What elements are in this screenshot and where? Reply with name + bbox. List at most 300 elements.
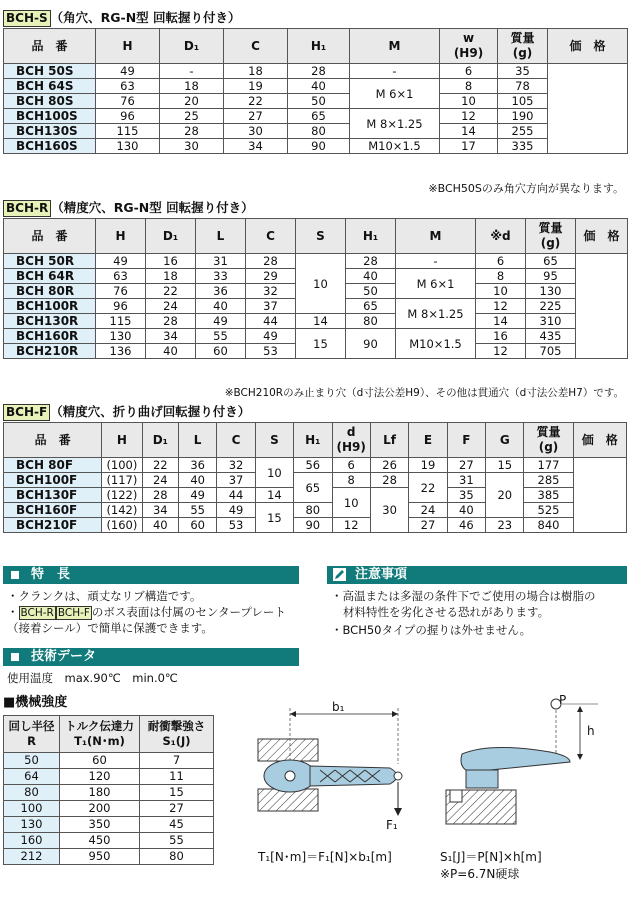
cell: 96	[96, 299, 146, 314]
header-line: R	[27, 734, 36, 748]
header-line: S	[316, 228, 325, 243]
cell: 105	[498, 94, 548, 109]
cell: 33	[196, 269, 246, 284]
cell: 385	[524, 488, 573, 503]
cell: 37	[217, 473, 255, 488]
cell: 31	[447, 473, 485, 488]
cell: 130	[96, 139, 160, 154]
cell: 16	[146, 254, 196, 269]
part-number: BCH 80R	[4, 284, 96, 299]
cell: 100	[4, 801, 60, 817]
price-cell	[576, 254, 628, 359]
cell: M 8×1.25	[396, 299, 476, 329]
cell: 28	[346, 254, 396, 269]
cell: 50	[346, 284, 396, 299]
table-row	[4, 785, 214, 801]
cell: 525	[524, 503, 573, 518]
cell: 53	[246, 344, 296, 359]
cell: 17	[440, 139, 498, 154]
cell: 36	[196, 284, 246, 299]
cell: 36	[178, 458, 216, 473]
b1-label: b₁	[332, 700, 345, 714]
cell: 10	[332, 488, 370, 518]
header-line: S	[270, 432, 279, 447]
cell: 80	[288, 124, 350, 139]
cell: 22	[409, 473, 447, 503]
cell: 80	[346, 314, 396, 329]
square-bullet-icon	[11, 653, 19, 661]
cell: 177	[524, 458, 573, 473]
bchr-note: ※BCH210Rのみ止まり穴（d寸法公差H9）、その他は貫通穴（d寸法公差H7）です。	[224, 387, 624, 399]
cell: M 6×1	[350, 79, 440, 109]
header-line: S₁(J)	[162, 734, 191, 748]
col-header	[160, 29, 224, 64]
header-line: M	[429, 228, 442, 243]
part-number: BCH 64S	[4, 79, 96, 94]
cell: 705	[526, 344, 576, 359]
cell: 11	[140, 769, 214, 785]
cell: 25	[160, 109, 224, 124]
header-line: H₁	[305, 432, 321, 447]
part-number: BCH 50S	[4, 64, 96, 79]
part-number: BCH210F	[4, 518, 102, 533]
feature-line-3: （接着シール）で簡単に保護できます。	[7, 621, 213, 635]
cell: 225	[526, 299, 576, 314]
cell: 44	[246, 314, 296, 329]
section-subtitle: （精度穴、RG-N型 回転握り付き）	[51, 200, 254, 215]
cell: 15	[140, 785, 214, 801]
header-line: G	[499, 432, 510, 447]
header-line: d	[346, 425, 356, 439]
header-line: H	[116, 432, 127, 447]
mech-strength-heading: ■機械強度	[3, 695, 68, 710]
cell: 65	[288, 109, 350, 124]
cell: 350	[60, 817, 140, 833]
cell: 19	[224, 79, 288, 94]
cell: 76	[96, 284, 146, 299]
table-row	[4, 833, 214, 849]
cell: 49	[96, 64, 160, 79]
cell: 435	[526, 329, 576, 344]
cell: 136	[96, 344, 146, 359]
cell: 55	[178, 503, 216, 518]
cell: 96	[96, 109, 160, 124]
cell: -	[160, 64, 224, 79]
cell: 31	[196, 254, 246, 269]
part-number: BCH130F	[4, 488, 102, 503]
table-row	[4, 769, 214, 785]
cell: 27	[224, 109, 288, 124]
cell: M 6×1	[396, 269, 476, 299]
col-header	[332, 423, 370, 458]
cell: 14	[255, 488, 293, 503]
cell: 24	[146, 299, 196, 314]
header-line: L	[216, 228, 225, 243]
cell: 60	[178, 518, 216, 533]
header-line: (g)	[540, 236, 561, 250]
cell: 15	[255, 503, 293, 533]
col-header	[486, 423, 524, 458]
cell: 55	[196, 329, 246, 344]
impact-formula: S₁[J]＝P[N]×h[m]	[440, 850, 542, 864]
series-code: BCH-F	[57, 607, 90, 619]
header-line: H₁	[362, 228, 379, 243]
cell: 27	[140, 801, 214, 817]
cell: 130	[526, 284, 576, 299]
table-row	[4, 753, 214, 769]
header-line: H₁	[310, 38, 327, 53]
part-number: BCH 64R	[4, 269, 96, 284]
cell: 18	[224, 64, 288, 79]
cell: 23	[486, 518, 524, 533]
cell: 30	[370, 488, 408, 533]
header-line: 質量	[538, 221, 563, 235]
cell: 63	[96, 269, 146, 284]
torque-formula: T₁[N･m]＝F₁[N]×b₁[m]	[258, 850, 392, 864]
header-line: 質量	[536, 425, 561, 439]
col-header	[146, 219, 196, 254]
cell: (117)	[102, 473, 143, 488]
cell: 22	[224, 94, 288, 109]
col-header	[142, 423, 178, 458]
part-number: BCH160F	[4, 503, 102, 518]
feature-text: のボス表面は付属のセンタープレート	[91, 605, 286, 619]
series-code: BCH-R	[3, 200, 51, 217]
cell: 16	[476, 329, 526, 344]
cautions-heading	[327, 566, 627, 584]
header-line: C	[251, 38, 260, 53]
cell: 32	[246, 284, 296, 299]
cell: 55	[140, 833, 214, 849]
cell: 64	[4, 769, 60, 785]
part-number: BCH160R	[4, 329, 96, 344]
cell: 10	[476, 284, 526, 299]
header-line: Lf	[383, 432, 397, 447]
cell: (142)	[102, 503, 143, 518]
mech-strength-table	[3, 715, 214, 865]
caution-line-1: ・高温または多湿の条件下でご使用の場合は樹脂の	[331, 589, 596, 603]
cell: 15	[486, 458, 524, 473]
col-header	[573, 423, 626, 458]
cell: 30	[224, 124, 288, 139]
cell: 12	[476, 299, 526, 314]
part-number: BCH100F	[4, 473, 102, 488]
cell: 14	[296, 314, 346, 329]
section-subtitle: （角穴、RG-N型 回転握り付き）	[50, 10, 241, 25]
cell: 56	[294, 458, 332, 473]
cell: 27	[409, 518, 447, 533]
header-line: 価 格	[583, 228, 620, 243]
cell: 20	[160, 94, 224, 109]
col-header	[396, 219, 476, 254]
cell: 12	[476, 344, 526, 359]
col-header	[409, 423, 447, 458]
cell: 90	[294, 518, 332, 533]
impact-diagram	[430, 694, 627, 844]
cell: 6	[476, 254, 526, 269]
cell: 18	[146, 269, 196, 284]
cell: 212	[4, 849, 60, 865]
col-header	[196, 219, 246, 254]
cell: 80	[4, 785, 60, 801]
cell: 180	[60, 785, 140, 801]
col-header	[498, 29, 548, 64]
header-line: 品 番	[31, 38, 68, 53]
cell: 12	[332, 518, 370, 533]
header-line: L	[193, 432, 202, 447]
cell: 6	[440, 64, 498, 79]
table-row	[4, 849, 214, 865]
cell: 14	[440, 124, 498, 139]
col-header	[296, 219, 346, 254]
part-number: BCH130R	[4, 314, 96, 329]
cell: 8	[476, 269, 526, 284]
col-header	[526, 219, 576, 254]
col-header	[140, 716, 214, 753]
cell: 8	[332, 473, 370, 488]
cell: 76	[96, 94, 160, 109]
cell: 950	[60, 849, 140, 865]
part-number: BCH160S	[4, 139, 96, 154]
cell: 20	[486, 473, 524, 518]
cell: 190	[498, 109, 548, 124]
ball-note: ※P=6.7N硬球	[440, 867, 520, 881]
header-line: D₁	[183, 38, 200, 53]
section-title-bchr	[3, 198, 254, 217]
cell: 19	[409, 458, 447, 473]
header-line: 回し半径	[8, 719, 55, 733]
cell: 160	[4, 833, 60, 849]
cell: 60	[60, 753, 140, 769]
header-line: 品 番	[34, 432, 71, 447]
cell: 49	[96, 254, 146, 269]
col-header	[4, 219, 96, 254]
part-number: BCH 50R	[4, 254, 96, 269]
square-bullet-icon	[11, 571, 19, 579]
header-line: C	[266, 228, 275, 243]
col-header	[346, 219, 396, 254]
cell: 34	[224, 139, 288, 154]
col-header	[224, 29, 288, 64]
header-line: 質量	[510, 31, 535, 45]
cell: 28	[142, 488, 178, 503]
cell: 10	[255, 458, 293, 488]
cell: 65	[346, 299, 396, 314]
cell: M10×1.5	[396, 329, 476, 359]
col-header	[476, 219, 526, 254]
col-header	[96, 219, 146, 254]
cell: 130	[96, 329, 146, 344]
header-line: M	[388, 38, 401, 53]
cell: 65	[294, 473, 332, 503]
cell: 49	[178, 488, 216, 503]
cell: 24	[409, 503, 447, 518]
cell: 10	[440, 94, 498, 109]
cell: 8	[440, 79, 498, 94]
col-header	[102, 423, 143, 458]
cell: 26	[370, 458, 408, 473]
col-header	[4, 29, 96, 64]
part-number: BCH 80F	[4, 458, 102, 473]
header-line: 品 番	[31, 228, 68, 243]
col-header	[288, 29, 350, 64]
col-header	[294, 423, 332, 458]
cell: 46	[447, 518, 485, 533]
header-line: F	[462, 432, 471, 447]
cell: 200	[60, 801, 140, 817]
part-number: BCH210R	[4, 344, 96, 359]
cell: 6	[332, 458, 370, 473]
pencil-icon	[333, 568, 346, 581]
header-line: H	[122, 38, 133, 53]
cell: 28	[246, 254, 296, 269]
features-heading	[3, 566, 299, 584]
spec-table-bchr	[3, 218, 628, 359]
bchs-note: ※BCH50Sのみ角穴方向が異なります。	[428, 182, 624, 195]
cell: 65	[526, 254, 576, 269]
price-cell	[573, 458, 626, 533]
cell: 49	[196, 314, 246, 329]
cell: 49	[246, 329, 296, 344]
cell: 34	[146, 329, 196, 344]
cell: 450	[60, 833, 140, 849]
col-header	[440, 29, 498, 64]
header-line: トルク伝達力	[65, 719, 134, 733]
col-header	[548, 29, 628, 64]
operating-temperature: 使用温度 max.90℃ min.0℃	[7, 671, 178, 685]
cell: 80	[294, 503, 332, 518]
cell: 63	[96, 79, 160, 94]
spec-table-bchs	[3, 28, 628, 154]
col-header	[4, 423, 102, 458]
feature-line-1: ・クランクは、頑丈なリブ構造です。	[7, 589, 202, 603]
part-number: BCH100R	[4, 299, 96, 314]
cell: 130	[4, 817, 60, 833]
cell: 115	[96, 314, 146, 329]
part-number: BCH 80S	[4, 94, 96, 109]
col-header	[447, 423, 485, 458]
cell: (100)	[102, 458, 143, 473]
header-line: H	[115, 228, 126, 243]
header-line: (g)	[538, 440, 559, 454]
cell: 15	[296, 329, 346, 359]
cell: 40	[288, 79, 350, 94]
header-line: D₁	[152, 432, 168, 447]
cell: 28	[160, 124, 224, 139]
header-line: 価 格	[569, 38, 606, 53]
cell: 60	[196, 344, 246, 359]
header-line: (H9)	[453, 46, 484, 60]
series-code: BCH-R	[20, 607, 54, 619]
col-header	[96, 29, 160, 64]
col-header	[524, 423, 573, 458]
tech-heading-text: 技術データ	[31, 649, 97, 664]
cell: 28	[370, 473, 408, 488]
caution-line-3: ・BCH50タイプの握りは外せません。	[331, 623, 532, 637]
header-line: w	[462, 31, 475, 45]
cell: (160)	[102, 518, 143, 533]
cell: 285	[524, 473, 573, 488]
cell: 40	[146, 344, 196, 359]
cell: 40	[178, 473, 216, 488]
cell: 28	[288, 64, 350, 79]
tech-heading	[3, 648, 299, 666]
cell: 14	[476, 314, 526, 329]
header-line: D₁	[162, 228, 179, 243]
features-heading-text: 特 長	[31, 567, 71, 582]
cell: -	[350, 64, 440, 79]
header-line: (g)	[512, 46, 533, 60]
cell: 50	[4, 753, 60, 769]
caution-line-2: 材料特性を劣化させる恐れがあります。	[343, 605, 550, 619]
cell: 40	[142, 518, 178, 533]
cell: 90	[288, 139, 350, 154]
cell: M10×1.5	[350, 139, 440, 154]
table-row	[4, 817, 214, 833]
cell: 40	[447, 503, 485, 518]
cell: -	[396, 254, 476, 269]
cell: 29	[246, 269, 296, 284]
col-header	[60, 716, 140, 753]
cell: 37	[246, 299, 296, 314]
price-cell	[548, 64, 628, 154]
col-header	[576, 219, 628, 254]
series-code: BCH-F	[3, 404, 50, 421]
part-number: BCH100S	[4, 109, 96, 124]
cell: 34	[142, 503, 178, 518]
cell: 35	[498, 64, 548, 79]
cell: 50	[288, 94, 350, 109]
cell: 24	[142, 473, 178, 488]
cell: 32	[217, 458, 255, 473]
cell: 28	[146, 314, 196, 329]
cell: 12	[440, 109, 498, 124]
col-header	[350, 29, 440, 64]
h-label: h	[587, 724, 595, 738]
cell: 335	[498, 139, 548, 154]
section-subtitle: （精度穴、折り曲げ回転握り付き）	[50, 404, 251, 419]
cautions-heading-text: 注意事項	[355, 567, 408, 582]
torque-diagram	[240, 694, 430, 844]
series-code: BCH-S	[3, 10, 51, 27]
col-header	[4, 716, 60, 753]
cell: 115	[96, 124, 160, 139]
spec-table-bchf	[3, 422, 627, 533]
f1-label: F₁	[386, 818, 398, 832]
cell: 310	[526, 314, 576, 329]
col-header	[255, 423, 293, 458]
section-title-bchf	[3, 402, 250, 421]
cell: 90	[346, 329, 396, 359]
part-number: BCH130S	[4, 124, 96, 139]
feature-line-2: ・ BCH-R BCH-F のボス表面は付属のセンタープレート	[7, 605, 286, 619]
cell: 22	[146, 284, 196, 299]
col-header	[246, 219, 296, 254]
cell: M 8×1.25	[350, 109, 440, 139]
p-label: P	[559, 693, 567, 707]
cell: 22	[142, 458, 178, 473]
cell: 49	[217, 503, 255, 518]
section-title-bchs	[3, 8, 241, 27]
cell: 18	[160, 79, 224, 94]
cell: 95	[526, 269, 576, 284]
col-header	[217, 423, 255, 458]
cell: 30	[160, 139, 224, 154]
table-row	[4, 801, 214, 817]
cell: 78	[498, 79, 548, 94]
cell: 80	[140, 849, 214, 865]
header-line: T₁(N･m)	[74, 734, 125, 748]
